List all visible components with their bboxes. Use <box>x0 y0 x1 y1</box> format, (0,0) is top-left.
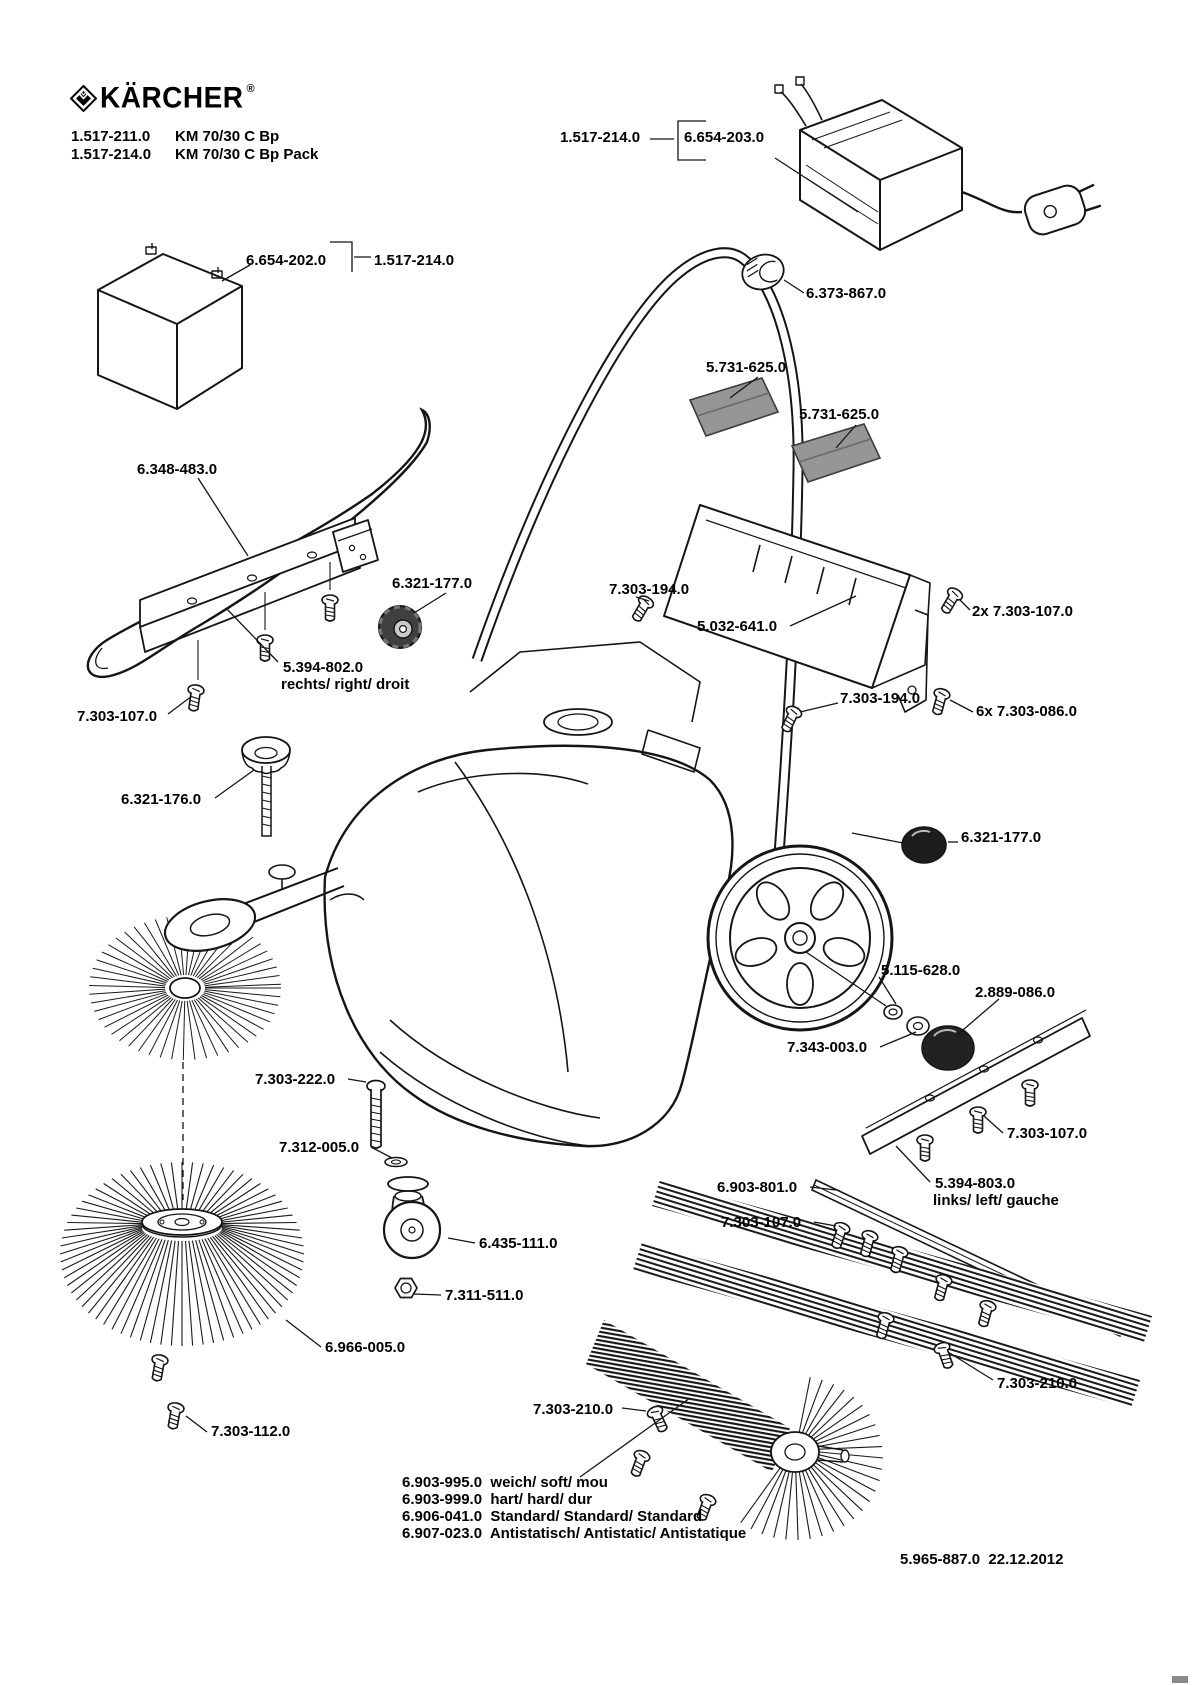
part-label: 2x 7.303-107.0 <box>972 603 1073 620</box>
part-label: links/ left/ gauche <box>933 1192 1059 1209</box>
doc-number <box>900 1551 1064 1568</box>
part-label: 6.321-176.0 <box>121 791 202 808</box>
registered-mark: ® <box>246 83 255 95</box>
doc-code: 5.965-887.0 <box>900 1551 981 1568</box>
part-label: 6.321-177.0 <box>392 575 473 592</box>
part-label: 5.731-625.0 <box>799 406 880 423</box>
part-label: 6x 7.303-086.0 <box>976 703 1077 720</box>
part-label: 5.115-628.0 <box>881 962 961 979</box>
part-label: 5.731-625.0 <box>706 359 787 376</box>
doc-date: 22.12.2012 <box>988 1551 1064 1568</box>
part-label: 7.343-003.0 <box>787 1039 868 1056</box>
part-label: 7.303-210.0 <box>533 1401 614 1418</box>
model-code: 1.517-211.0 <box>71 128 151 145</box>
part-label: 6.654-202.0 <box>246 252 327 269</box>
brand-name: KÄRCHER <box>100 81 244 114</box>
part-label: 6.348-483.0 <box>137 461 218 478</box>
part-label: 6.654-203.0 <box>684 129 765 146</box>
page-edge-mark <box>1172 1676 1188 1683</box>
part-label: 5.394-803.0 <box>935 1175 1016 1192</box>
part-label: 2.889-086.0 <box>975 984 1056 1001</box>
part-label: 7.303-210.0 <box>997 1375 1078 1392</box>
model-code: 1.517-214.0 <box>71 146 152 163</box>
part-label: 7.303-222.0 <box>255 1071 336 1088</box>
part-label: 6.903-999.0 hart/ hard/ dur <box>402 1491 593 1508</box>
part-label: 7.311-511.0 <box>445 1287 524 1304</box>
part-label: 6.321-177.0 <box>961 829 1042 846</box>
part-label: 6.906-041.0 Standard/ Standard/ Standard <box>402 1508 703 1525</box>
part-label: 1.517-214.0 <box>560 129 641 146</box>
part-label: 7.303-107.0 <box>1007 1125 1088 1142</box>
part-label: 6.373-867.0 <box>806 285 887 302</box>
model-name: KM 70/30 C Bp Pack <box>175 146 319 163</box>
part-label: 7.303-112.0 <box>211 1423 291 1440</box>
part-label: 6.903-801.0 <box>717 1179 798 1196</box>
part-label: 7.303-194.0 <box>609 581 690 598</box>
model-name: KM 70/30 C Bp <box>175 128 280 145</box>
part-label: 5.394-802.0 <box>283 659 364 676</box>
part-label: 7.303-107.0 <box>721 1214 802 1231</box>
part-label: 1.517-214.0 <box>374 252 455 269</box>
part-label: 6.907-023.0 Antistatisch/ Antistatic/ Antistatique <box>402 1525 747 1542</box>
part-label: rechts/ right/ droit <box>281 676 410 693</box>
part-label: 7.312-005.0 <box>279 1139 360 1156</box>
part-label: 7.303-194.0 <box>840 690 921 707</box>
part-label: 6.966-005.0 <box>325 1339 406 1356</box>
part-label: 6.435-111.0 <box>479 1235 558 1252</box>
part-label: 5.032-641.0 <box>697 618 778 635</box>
part-label: 7.303-107.0 <box>77 708 158 725</box>
part-label: 6.903-995.0 weich/ soft/ mou <box>402 1474 608 1491</box>
